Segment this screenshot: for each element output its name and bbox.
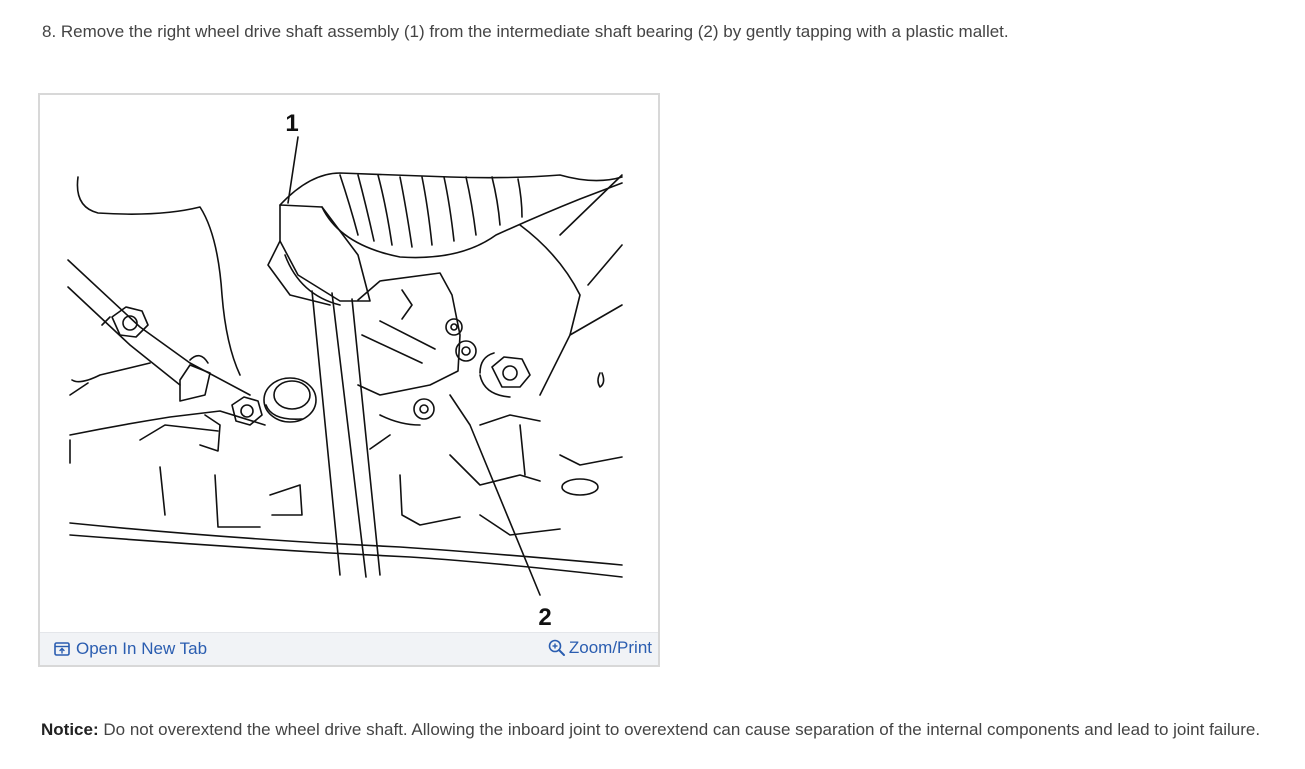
open-in-new-tab-link[interactable]	[54, 638, 207, 660]
notice-paragraph	[38, 717, 1278, 742]
notice-label: Notice:	[41, 720, 99, 739]
callout-1: 1	[285, 110, 299, 137]
left-hex-bolt	[102, 307, 148, 337]
zoom-print-link[interactable]	[548, 637, 652, 659]
center-left-bolt	[232, 397, 262, 425]
figure-toolbar	[40, 632, 658, 665]
notice-text: Do not overextend the wheel drive shaft. Allowing the inboard joint to overextend can cause separation of the internal components and lead to joint failure.	[103, 720, 1261, 739]
figure-container	[38, 93, 660, 667]
callout-2: 2	[538, 604, 552, 631]
open-in-new-tab-icon	[54, 642, 70, 656]
bearing-bolt-2	[414, 399, 434, 419]
zoom-in-icon	[548, 639, 566, 657]
step-instruction: 8. Remove the right wheel drive shaft assembly (1) from the intermediate shaft bearing (2) by gently tapping with a plastic mallet.	[42, 22, 1009, 41]
open-in-new-tab-label: Open In New Tab	[76, 639, 208, 658]
drive-shaft-diagram	[40, 95, 658, 635]
large-cap-bolt	[264, 378, 316, 422]
right-hex-bolt	[480, 353, 530, 397]
zoom-print-label: Zoom/Print	[568, 638, 652, 657]
bearing-bolt-3	[446, 319, 462, 335]
